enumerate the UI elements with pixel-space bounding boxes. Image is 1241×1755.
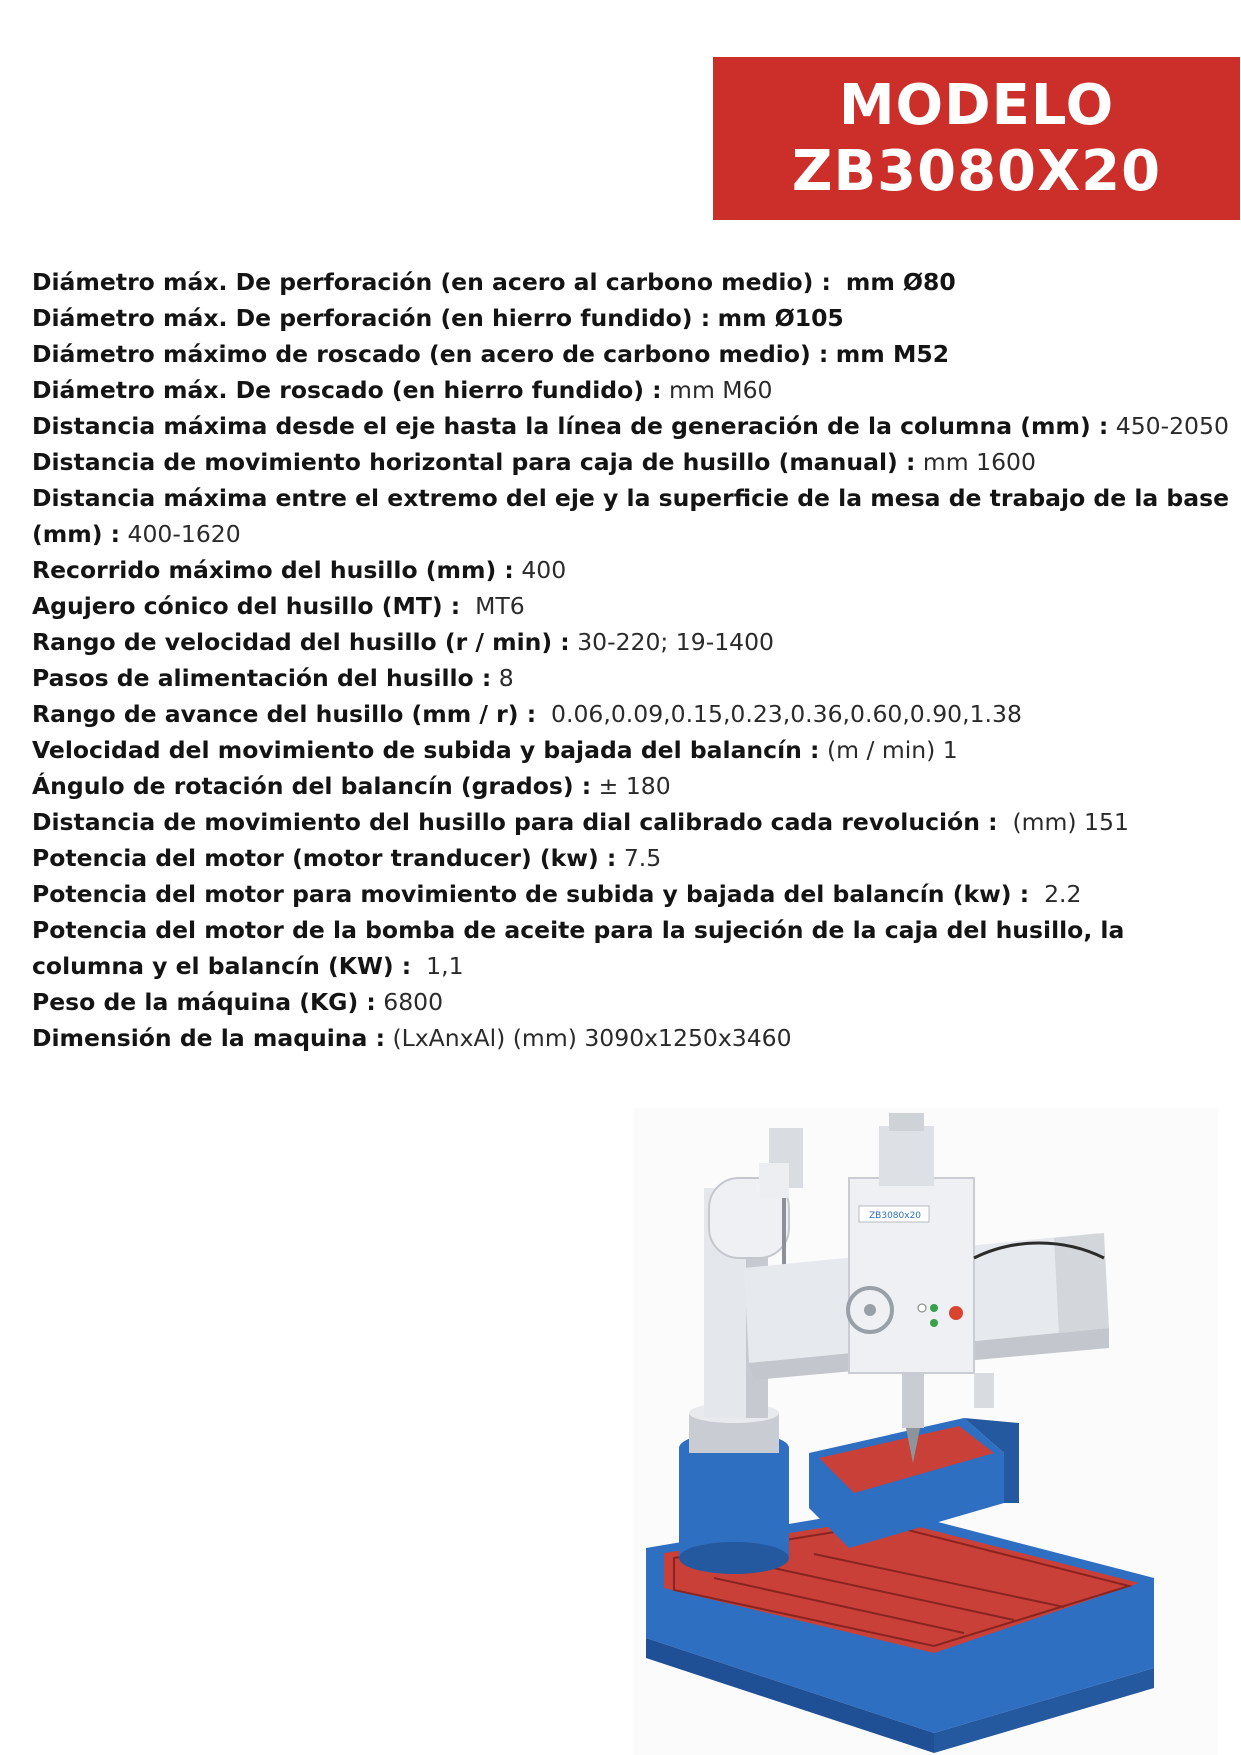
spec-value: ± 180	[598, 772, 671, 800]
spec-value: mm Ø105	[717, 304, 844, 332]
spec-item	[32, 336, 1237, 372]
spec-item	[32, 264, 1237, 300]
spec-label: Recorrido máximo del husillo (mm) :	[32, 556, 514, 584]
spec-value: 450-2050	[1115, 412, 1229, 440]
spec-value: (m / min) 1	[826, 736, 958, 764]
spec-label: Distancia máxima entre el extremo del eje y la superficie de la mesa de trabajo de la base (mm) :	[32, 484, 1230, 548]
spec-label: Diámetro máximo de roscado (en acero de carbono medio) :	[32, 340, 829, 368]
radial-drill-illustration	[634, 1108, 1218, 1755]
spec-label: Ángulo de rotación del balancín (grados) :	[32, 772, 592, 800]
spec-item	[32, 1020, 1237, 1056]
spec-item	[32, 768, 1237, 804]
spec-item	[32, 660, 1237, 696]
spec-item	[32, 732, 1237, 768]
spec-list	[32, 264, 1237, 1056]
model-banner-title: MODELO	[838, 72, 1115, 138]
spec-item	[32, 408, 1237, 444]
spec-value: (LxAnxAl) (mm) 3090x1250x3460	[392, 1024, 792, 1052]
spec-value: 0.06,0.09,0.15,0.23,0.36,0.60,0.90,1.38	[551, 700, 1022, 728]
spec-label: Diámetro máx. De perforación (en acero al carbono medio) :	[32, 268, 831, 296]
spec-value: (mm) 151	[1012, 808, 1129, 836]
spec-item	[32, 912, 1237, 984]
spec-label: Potencia del motor de la bomba de aceite para la sujeción de la caja del husillo, la columna y el balancín (KW) :	[32, 916, 1125, 980]
spec-label: Rango de velocidad del husillo (r / min) :	[32, 628, 570, 656]
model-banner-code: ZB3080X20	[791, 138, 1162, 204]
spec-item	[32, 876, 1237, 912]
spec-label: Peso de la máquina (KG) :	[32, 988, 376, 1016]
spec-label: Distancia de movimiento del husillo para dial calibrado cada revolución :	[32, 808, 998, 836]
spec-item	[32, 444, 1237, 480]
spec-label: Velocidad del movimiento de subida y bajada del balancín :	[32, 736, 820, 764]
spec-label: Agujero cónico del husillo (MT) :	[32, 592, 461, 620]
spec-value: 8	[498, 664, 514, 692]
spec-value: 400	[521, 556, 567, 584]
spec-label: Potencia del motor para movimiento de subida y bajada del balancín (kw) :	[32, 880, 1030, 908]
spindle-motor	[879, 1126, 934, 1186]
model-banner	[713, 57, 1240, 220]
spec-value: 2.2	[1044, 880, 1082, 908]
spec-value: 30-220; 19-1400	[577, 628, 774, 656]
spec-value: 400-1620	[127, 520, 241, 548]
spec-label: Potencia del motor (motor tranducer) (kw) :	[32, 844, 617, 872]
spec-value: mm 1600	[922, 448, 1036, 476]
spec-value: mm M52	[835, 340, 950, 368]
spec-label: Distancia máxima desde el eje hasta la línea de generación de la columna (mm) :	[32, 412, 1109, 440]
spec-item	[32, 480, 1237, 552]
spec-item	[32, 804, 1237, 840]
spec-value: 7.5	[623, 844, 662, 872]
control-button-red	[949, 1306, 963, 1320]
spec-value: mm Ø80	[845, 268, 956, 296]
spec-value: MT6	[475, 592, 525, 620]
spec-label: Pasos de alimentación del husillo :	[32, 664, 492, 692]
column-base	[679, 1448, 789, 1558]
spec-item	[32, 552, 1237, 588]
model-plate-text: ZB3080x20	[869, 1211, 922, 1221]
spec-label: Dimensión de la maquina :	[32, 1024, 385, 1052]
work-table	[809, 1418, 1004, 1548]
spec-item	[32, 372, 1237, 408]
spec-label: Diámetro máx. De perforación (en hierro fundido) :	[32, 304, 711, 332]
spec-value: 1,1	[426, 952, 464, 980]
radial-drill-machine-image	[634, 1108, 1218, 1755]
spec-value: mm M60	[669, 376, 773, 404]
spindle	[902, 1373, 924, 1428]
spec-value: 6800	[383, 988, 444, 1016]
spec-item	[32, 984, 1237, 1020]
spec-label: Distancia de movimiento horizontal para caja de husillo (manual) :	[32, 448, 916, 476]
spec-item	[32, 840, 1237, 876]
spec-item	[32, 696, 1237, 732]
spec-item	[32, 624, 1237, 660]
spec-item	[32, 588, 1237, 624]
spec-label: Diámetro máx. De roscado (en hierro fundido) :	[32, 376, 662, 404]
spec-label: Rango de avance del husillo (mm / r) :	[32, 700, 537, 728]
spec-item	[32, 300, 1237, 336]
